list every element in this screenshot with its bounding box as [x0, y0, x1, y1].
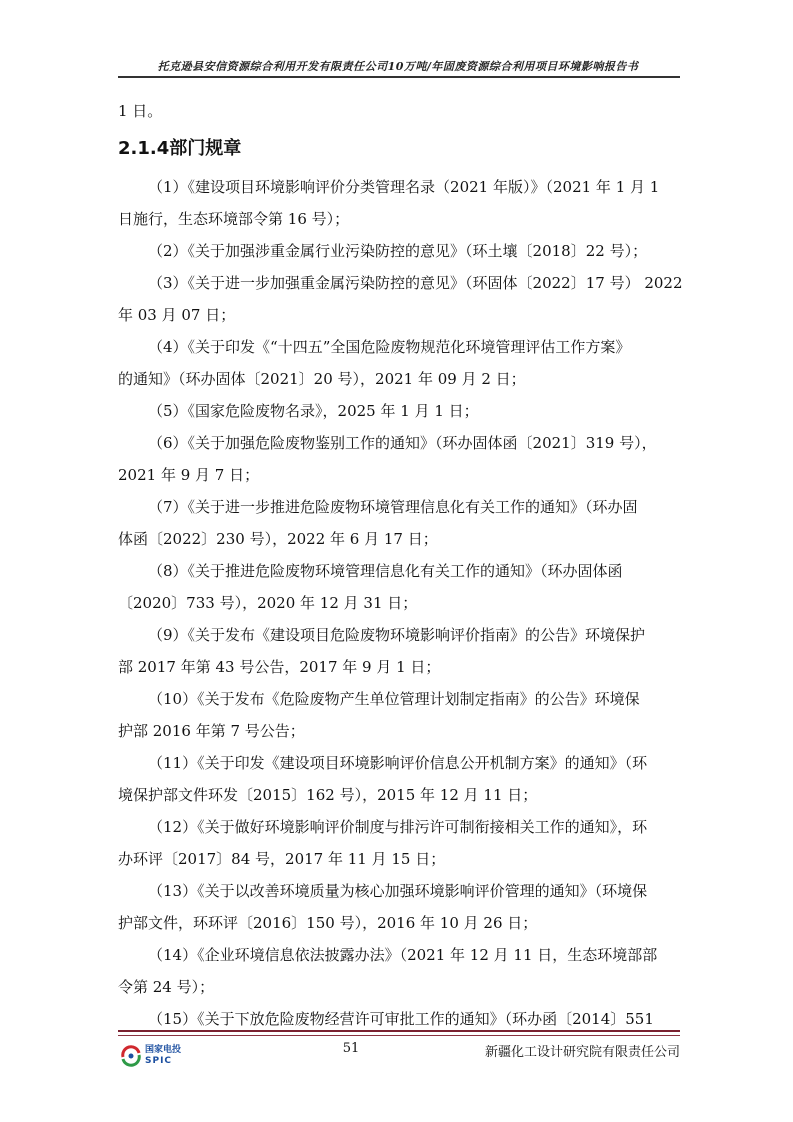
line-text: 令第 24 号）；: [118, 978, 215, 996]
line-text: 境保护部文件环发〔2015〕162 号），2015 年 12 月 11 日；: [118, 786, 538, 804]
spic-logo: [120, 1042, 204, 1070]
logo-en-text: SPIC: [145, 1056, 173, 1066]
line-text: 办环评〔2017〕84 号，2017 年 11 月 15 日；: [118, 850, 446, 868]
body-line: [118, 95, 678, 127]
body-line: [118, 427, 678, 459]
line-text: （1）《建设项目环境影响评价分类管理名录（2021 年版）》（2021 年 1 月 1: [148, 178, 660, 196]
body-line: [118, 267, 683, 299]
body-line: [118, 715, 678, 747]
body-line: [118, 907, 678, 939]
body-line: [118, 555, 678, 587]
intro-text: 1 日。: [118, 102, 163, 120]
body-line: [118, 651, 678, 683]
line-text: （7）《关于进一步推进危险废物环境管理信息化有关工作的通知》（环办固: [148, 498, 638, 516]
spic-logo-icon: [120, 1045, 142, 1067]
line-text: （12）《关于做好环境影响评价制度与排污许可制衔接相关工作的通知》，环: [148, 818, 648, 836]
line-text: 日施行，生态环境部令第 16 号）；: [118, 210, 350, 228]
line-text: 〔2020〕733 号），2020 年 12 月 31 日；: [118, 594, 418, 612]
body-line: [118, 843, 678, 875]
header-rule: [118, 76, 680, 78]
line-text: 护部 2016 年第 7 号公告；: [118, 722, 305, 740]
body-line: [118, 331, 678, 363]
body-line: [118, 779, 678, 811]
line-text: （10）《关于发布《危险废物产生单位管理计划制定指南》的公告》环境保: [148, 690, 640, 708]
body-line: [118, 875, 678, 907]
line-text: （9）《关于发布《建设项目危险废物环境影响评价指南》的公告》环境保护: [148, 626, 646, 644]
line-text: （8）《关于推进危险废物环境管理信息化有关工作的通知》（环办固体函: [148, 562, 623, 580]
line-text: 的通知》（环办固体〔2021〕20 号），2021 年 09 月 2 日；: [118, 370, 526, 388]
body-line: [118, 171, 678, 203]
line-text: （2）《关于加强涉重金属行业污染防控的意见》（环土壤〔2018〕22 号）；: [148, 242, 648, 260]
line-text: （15）《关于下放危险废物经营许可审批工作的通知》（环办函〔2014〕551: [148, 1010, 654, 1028]
line-text: 部 2017 年第 43 号公告，2017 年 9 月 1 日；: [118, 658, 441, 676]
line-text: （5）《国家危险废物名录》，2025 年 1 月 1 日；: [148, 402, 479, 420]
footer-organization: 新疆化工设计研究院有限责任公司: [484, 1045, 680, 1060]
line-text: （11）《关于印发《建设项目环境影响评价信息公开机制方案》的通知》（环: [148, 754, 648, 772]
section-heading: 2.1.4部门规章: [118, 138, 242, 159]
body-line: [118, 395, 678, 427]
line-text: 护部文件，环环评〔2016〕150 号），2016 年 10 月 26 日；: [118, 914, 538, 932]
body-line: [118, 683, 678, 715]
body-line: [118, 811, 678, 843]
body-line: [118, 299, 678, 331]
body-line: [118, 619, 678, 651]
body-line: [118, 971, 678, 1003]
body-line: [118, 587, 678, 619]
line-text: （4）《关于印发《“十四五”全国危险废物规范化环境管理评估工作方案》: [148, 338, 631, 356]
page-body: [118, 95, 683, 1035]
body-line: [118, 459, 678, 491]
logo-cn-text: 国家电投: [145, 1045, 182, 1055]
body-line: [118, 203, 678, 235]
line-text: 年 03 月 07 日；: [118, 306, 236, 324]
body-line: [118, 747, 678, 779]
line-text: （6）《关于加强危险废物鉴别工作的通知》（环办固体函〔2021〕319 号），: [148, 434, 657, 452]
footer-rule-thin: [118, 1035, 680, 1036]
body-line: [118, 363, 678, 395]
body-line: [118, 491, 678, 523]
line-text: （3）《关于进一步加强重金属污染防控的意见》（环固体〔2022〕17 号） 2022: [148, 274, 683, 292]
page-number: 51: [342, 1041, 360, 1056]
line-text: （13）《关于以改善环境质量为核心加强环境影响评价管理的通知》（环境保: [148, 882, 648, 900]
body-line: [118, 939, 678, 971]
body-line: [118, 235, 678, 267]
line-text: 体函〔2022〕230 号），2022 年 6 月 17 日；: [118, 530, 438, 548]
footer-rule: [118, 1030, 680, 1032]
line-text: 2021 年 9 月 7 日；: [118, 466, 260, 484]
line-text: （14）《企业环境信息依法披露办法》（2021 年 12 月 11 日，生态环境部部: [148, 946, 658, 964]
body-line: [118, 523, 678, 555]
document-header-title: 托克逊县安信资源综合利用开发有限责任公司10万吨/年固废资源综合利用项目环境影响报告书: [157, 60, 639, 73]
